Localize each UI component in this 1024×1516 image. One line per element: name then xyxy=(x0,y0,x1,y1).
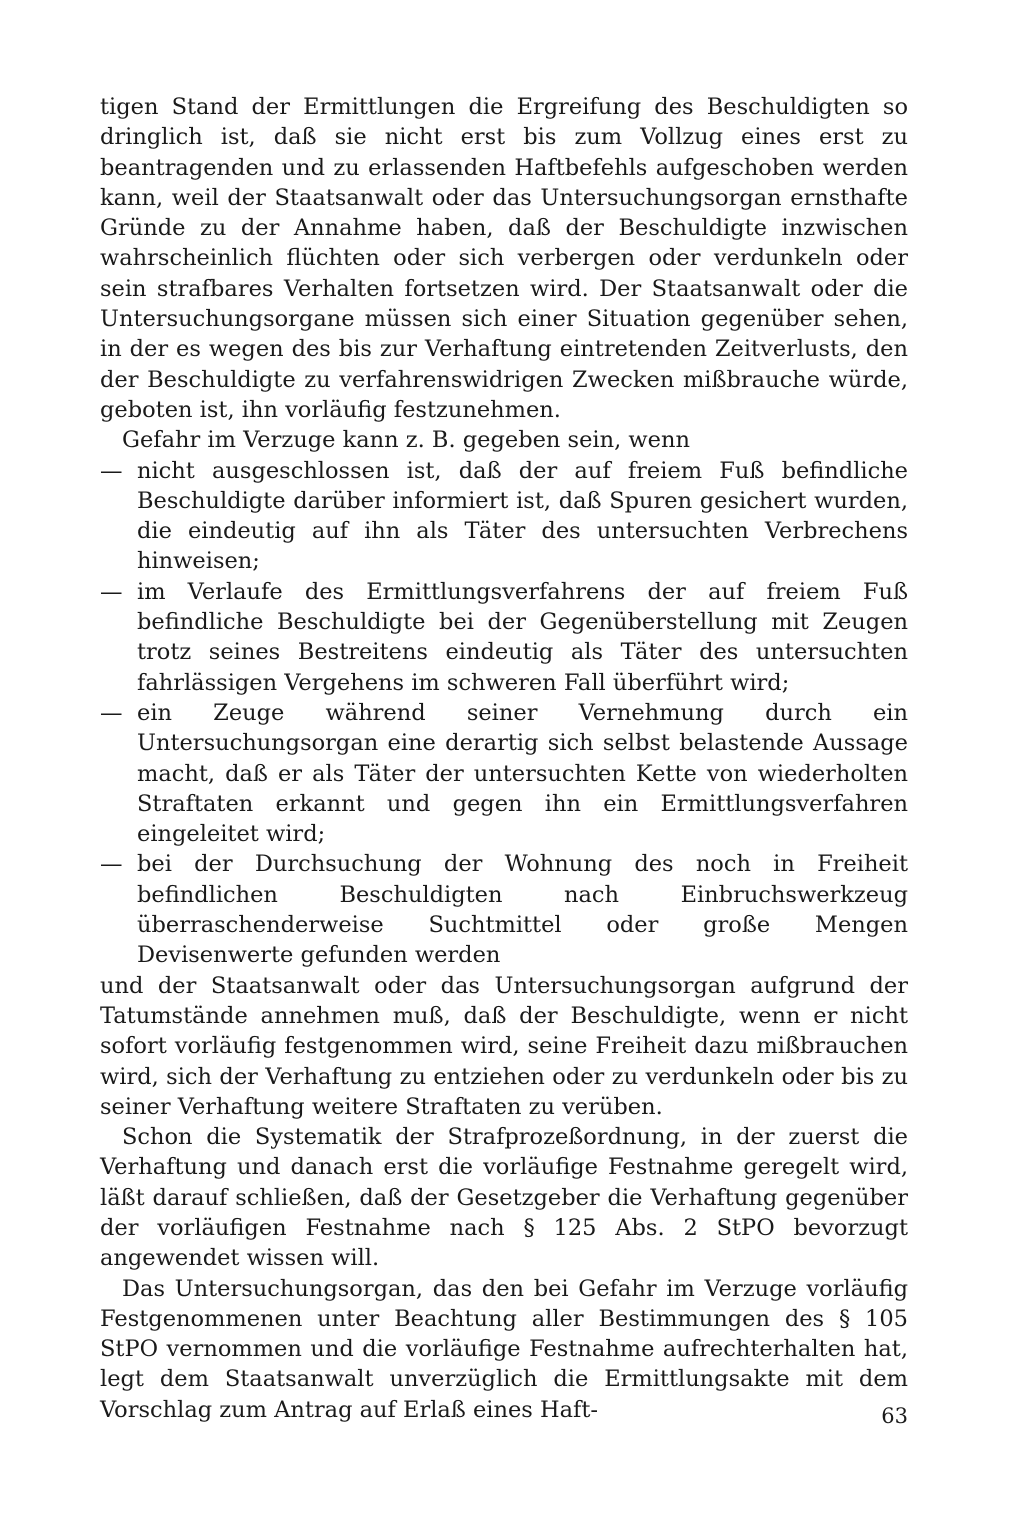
paragraph-after-list: und der Staatsanwalt oder das Untersuchungsorgan aufgrund der Tatumstände annehmen muß, daß der Beschuldigte, wenn er nicht sofort vorläufig festgenommen wird, seine Freiheit dazu mißbrauchen wird, sich der Verhaftung zu entziehen oder zu verdunkeln oder bis zu seiner Verhaftung weitere Straftaten zu verüben. xyxy=(100,972,908,1120)
body-text xyxy=(100,92,908,1425)
list-item-text: im Verlaufe des Ermittlungsverfahrens der auf freiem Fuß befindliche Beschuldigte bei der Gegenüberstellung mit Zeugen trotz seines Bestreitens eindeutig als Täter des untersuchten fahrlässigen Vergehens im schweren Fall überführt wird; xyxy=(137,578,908,696)
list-item-text: ein Zeuge während seiner Vernehmung durch ein Untersuchungsorgan eine derartig sich selbst belastende Aussage macht, daß er als Täter der untersuchten Kette von wiederholten Straftaten erkannt und gegen ihn ein Ermittlungsverfahren eingeleitet wird; xyxy=(137,699,908,848)
paragraph-list-intro: Gefahr im Verzuge kann z. B. gegeben sein, wenn xyxy=(122,427,690,454)
list-item-text: nicht ausgeschlossen ist, daß der auf freiem Fuß befindliche Beschuldigte darüber informiert ist, daß Spuren gesichert wurden, die eindeutig auf ihn als Täter des untersuchten Verbrechens hinweisen; xyxy=(137,457,908,575)
dash-marker: — xyxy=(100,851,123,878)
dash-marker: — xyxy=(100,457,123,484)
dash-marker: — xyxy=(100,699,123,726)
list-item xyxy=(100,577,908,698)
paragraph-systematik: Schon die Systematik der Strafprozeßordnung, in der zuerst die Verhaftung und danach erst die vorläufige Festnahme geregelt wird, läßt darauf schließen, daß der Gesetzgeber die Verhaftung gegenüber der vorläufigen Festnahme nach § 125 Abs. 2 StPO bevorzugt angewendet wissen will. xyxy=(100,1124,908,1272)
list-item xyxy=(100,849,908,970)
dash-marker: — xyxy=(100,578,123,605)
conditions-list xyxy=(100,456,908,971)
list-item-text: bei der Durchsuchung der Wohnung des noch in Freiheit befindlichen Beschuldigten nach Einbruchswerkzeug überraschenderweise Suchtmittel oder große Mengen Devisenwerte gefunden werden xyxy=(137,851,908,969)
list-item xyxy=(100,456,908,577)
list-item xyxy=(100,698,908,849)
paragraph-untersuchungsorgan: Das Untersuchungsorgan, das den bei Gefahr im Verzuge vorläufig Festgenommenen unter Beachtung aller Bestimmungen des § 105 StPO vernommen und die vorläufige Festnahme aufrechterhalten hat, legt dem Staatsanwalt unverzüglich die Ermittlungsakte mit dem Vorschlag zum Antrag auf Erlaß eines Haft- xyxy=(100,1275,908,1423)
page-number: 63 xyxy=(881,1404,908,1428)
paragraph-continuation: tigen Stand der Ermittlungen die Ergreifung des Beschuldigten so dringlich ist, daß sie nicht erst bis zum Vollzug eines erst zu beantragenden und zu erlassenden Haftbefehls aufgeschoben werden kann, weil der Staatsanwalt oder das Untersuchungsorgan ernsthafte Gründe zu der Annahme haben, daß der Beschuldigte inzwischen wahrscheinlich flüchten oder sich verbergen oder verdunkeln oder sein strafbares Verhalten fortsetzen wird. Der Staatsanwalt oder die Untersuchungsorgane müssen sich einer Situation gegenüber sehen, in der es wegen des bis zur Verhaftung eintretenden Zeitverlusts, den der Beschuldigte zu verfahrenswidrigen Zwecken mißbrauche würde, geboten ist, ihn vorläufig festzunehmen. xyxy=(100,94,908,423)
